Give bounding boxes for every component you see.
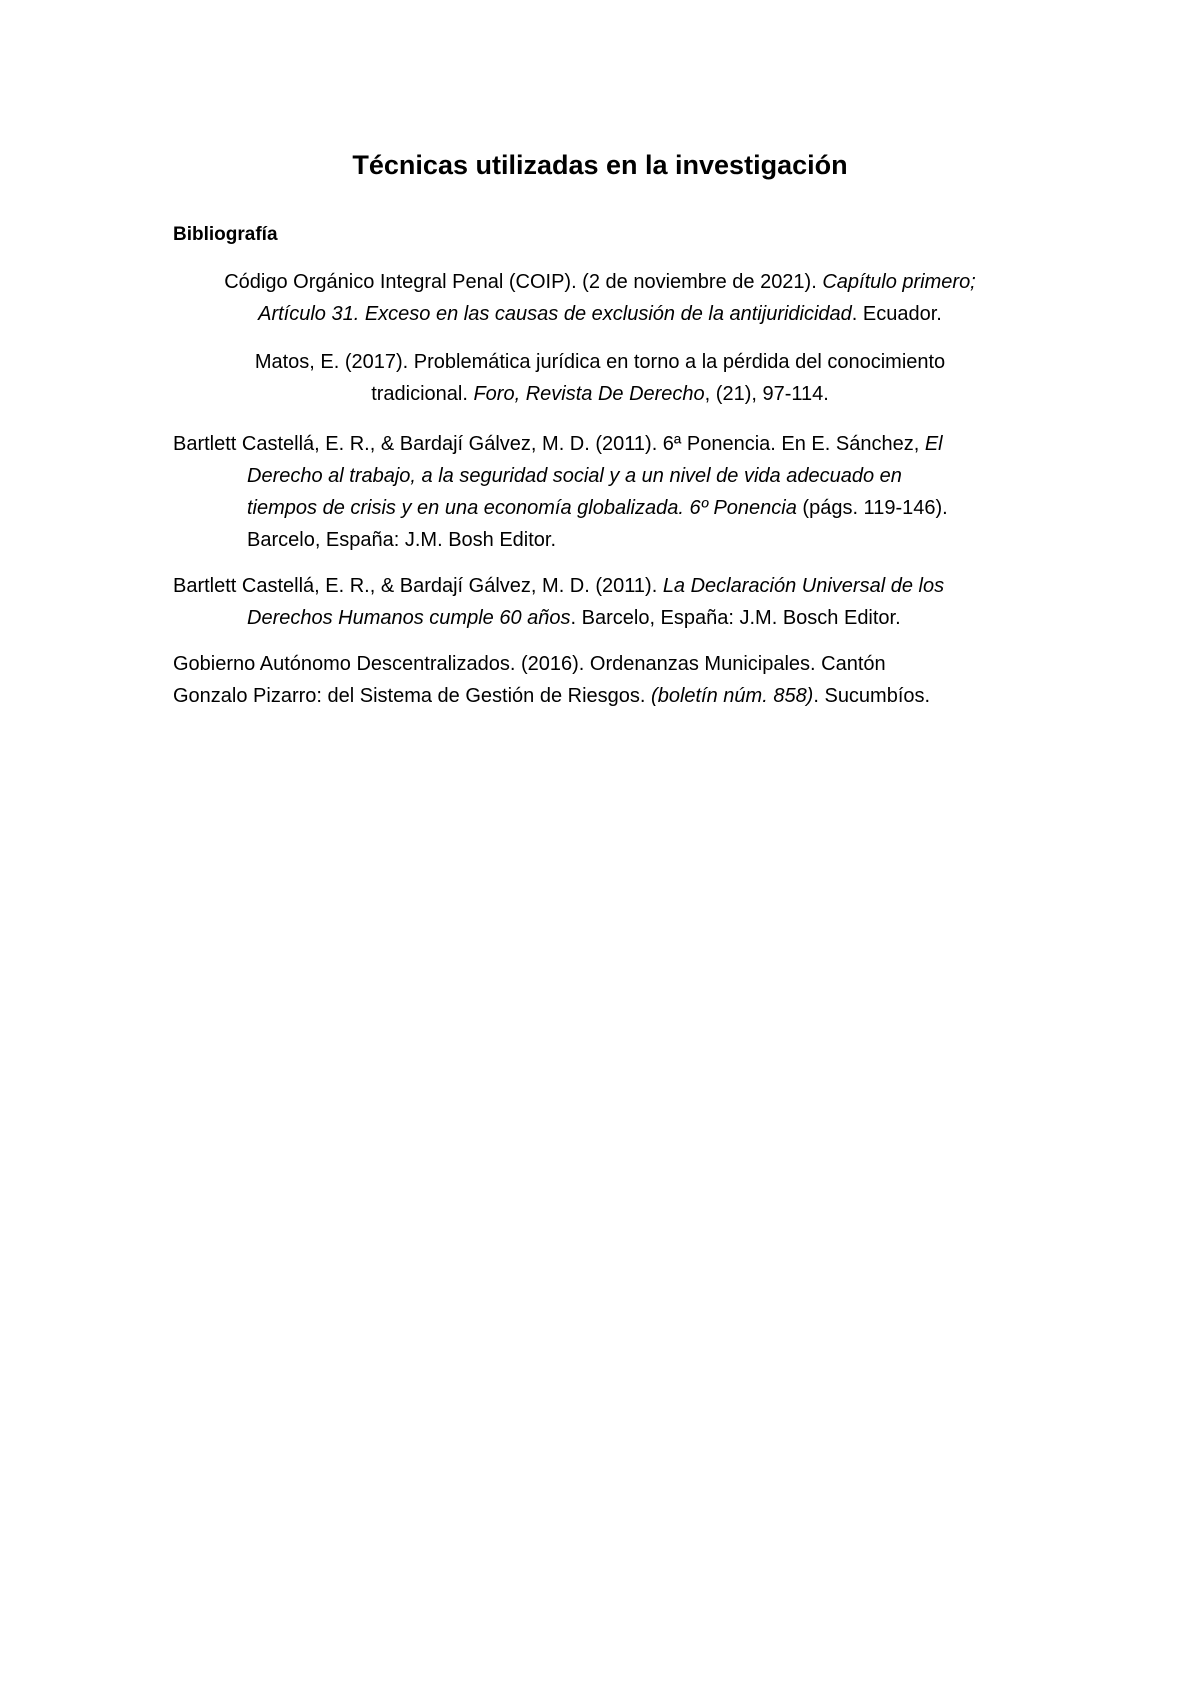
document-title: Técnicas utilizadas en la investigación [352, 150, 848, 180]
reference-line: tiempos de crisis y en una economía globalizada. 6º Ponencia (págs. 119-146). [247, 497, 948, 519]
reference-entry-matos [0, 346, 1200, 410]
reference-entry-coip [0, 266, 1200, 330]
reference-line: Bartlett Castellá, E. R., & Bardají Gálvez, M. D. (2011). 6ª Ponencia. En E. Sánchez, El [173, 433, 943, 455]
reference-entry-gobierno [173, 648, 930, 712]
reference-line: Bartlett Castellá, E. R., & Bardají Gálvez, M. D. (2011). La Declaración Universal de los [173, 575, 945, 597]
reference-line: tradicional. Foro, Revista De Derecho, (21), 97-114. [371, 383, 829, 405]
reference-line: Matos, E. (2017). Problemática jurídica en torno a la pérdida del conocimiento [254, 351, 946, 373]
reference-entry-bartlett-ponencia [173, 428, 948, 556]
bibliography-heading: Bibliografía [173, 224, 278, 245]
reference-line: Código Orgánico Integral Penal (COIP). (2 de noviembre de 2021). Capítulo primero; [224, 271, 976, 293]
reference-line: Derechos Humanos cumple 60 años. Barcelo, España: J.M. Bosch Editor. [247, 607, 901, 629]
reference-line: Barcelo, España: J.M. Bosh Editor. [247, 529, 557, 551]
reference-line: Gobierno Autónomo Descentralizados. (2016). Ordenanzas Municipales. Cantón [173, 653, 886, 675]
reference-line: Gonzalo Pizarro: del Sistema de Gestión de Riesgos. (boletín núm. 858). Sucumbíos. [173, 685, 931, 707]
reference-line: Derecho al trabajo, a la seguridad social y a un nivel de vida adecuado en [247, 465, 902, 487]
reference-entry-bartlett-declaracion [173, 570, 944, 634]
reference-line: Artículo 31. Exceso en las causas de exclusión de la antijuridicidad. Ecuador. [258, 303, 942, 325]
